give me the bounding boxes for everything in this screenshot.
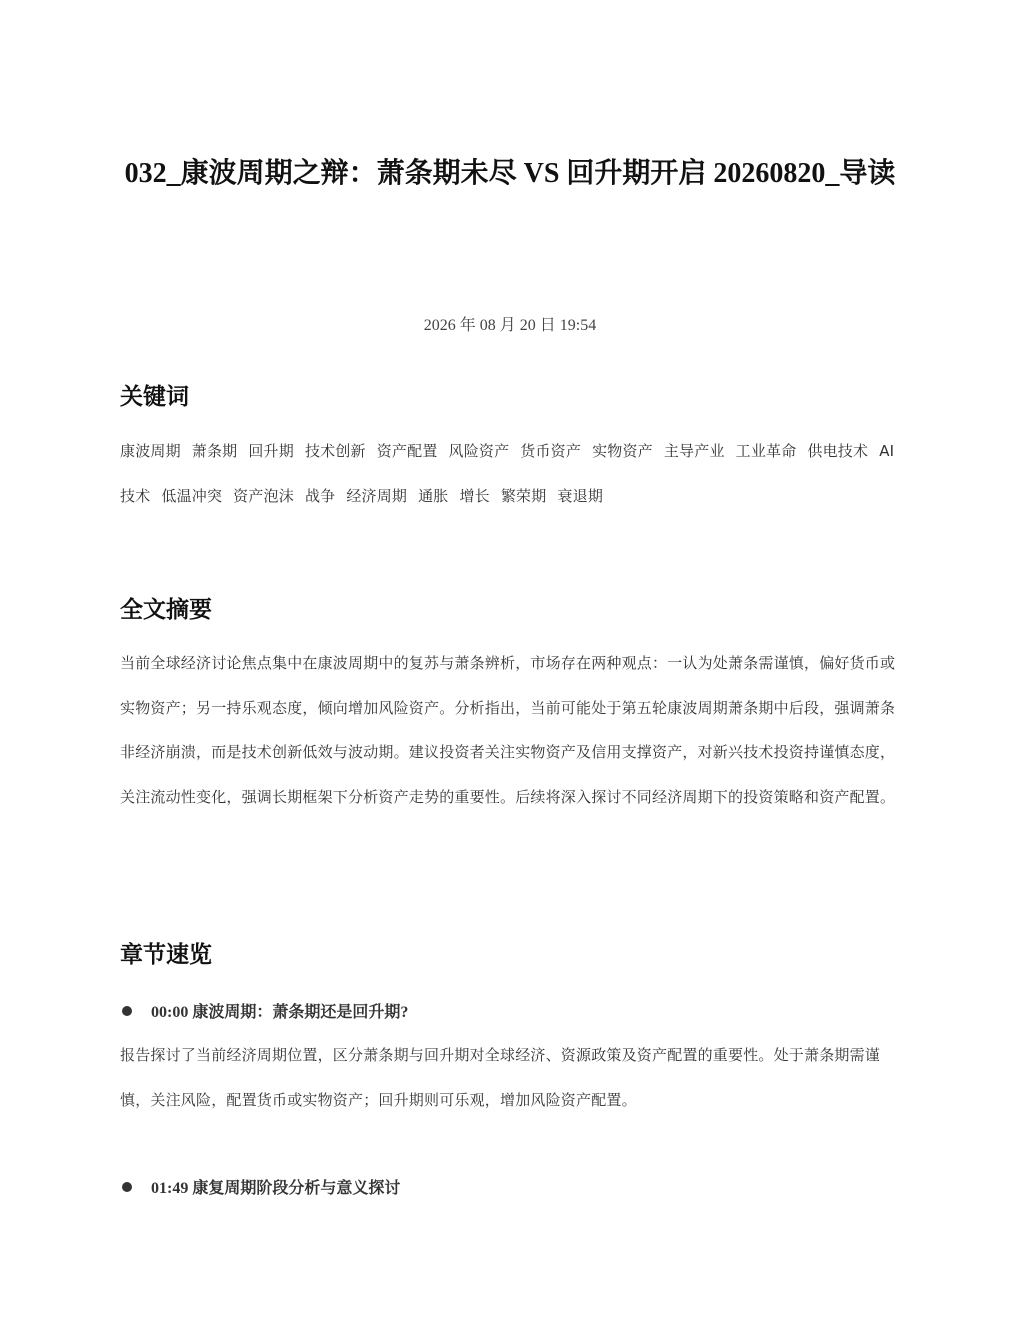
- keyword: AI 技术: [120, 442, 895, 505]
- keyword: 通胀: [418, 486, 449, 505]
- keyword: 战争: [304, 486, 336, 505]
- keyword: 低温冲突: [161, 486, 223, 505]
- bullet-icon: [122, 1006, 132, 1016]
- keyword: 萧条期: [191, 442, 238, 460]
- chapter-title: 01:49 康复周期阶段分析与意义探讨: [151, 1180, 401, 1197]
- keyword: 风险资产: [448, 442, 510, 460]
- summary-heading: 全文摘要: [120, 597, 212, 623]
- keyword: 回升期: [248, 442, 294, 460]
- chapter-summary: 报告探讨了当前经济周期位置，区分萧条期与回升期对全球经济、资源政策及资产配置的重要性。处于萧条期需谨慎，关注风险，配置货币或实物资产；回升期则可乐观，增加风险资产配置。: [120, 1046, 881, 1109]
- keyword: 主导产业: [663, 442, 725, 460]
- keywords-heading: 关键词: [120, 384, 189, 410]
- keyword: 资产配置: [376, 442, 438, 460]
- keywords-list: [120, 429, 910, 518]
- keyword: 实物资产: [592, 442, 653, 460]
- bullet-icon: [122, 1182, 132, 1192]
- keyword: 衰退期: [557, 486, 604, 505]
- keyword: 工业革命: [735, 442, 797, 460]
- keyword: 繁荣期: [500, 486, 547, 505]
- chapter-item: [120, 1175, 400, 1198]
- chapters-heading: 章节速览: [120, 942, 212, 968]
- keyword: 技术创新: [304, 442, 366, 460]
- keyword: 资产泡沫: [233, 486, 294, 505]
- summary-paragraph: 当前全球经济讨论焦点集中在康波周期中的复苏与萧条辨析，市场存在两种观点：一认为处萧条需谨慎，偏好货币或实物资产；另一持乐观态度，倾向增加风险资产。分析指出，当前可能处于第五轮康波周期萧条期中后段，强调萧条非经济崩溃，而是技术创新低效与波动期。建议投资者关注实物资产及信用支撑资产，对新兴技术投资持谨慎态度，关注流动性变化，强调长期框架下分析资产走势的重要性。后续将深入探讨不同经济周期下的投资策略和资产配置。: [120, 654, 896, 806]
- keyword: 货币资产: [520, 442, 582, 460]
- document-date: 2026 年 08 月 20 日 19:54: [423, 317, 597, 334]
- keyword: 增长: [459, 486, 490, 505]
- keyword: 康波周期: [120, 442, 181, 460]
- keyword: 经济周期: [346, 486, 408, 505]
- keyword: 供电技术: [807, 442, 869, 460]
- chapter-title: 00:00 康波周期：萧条期还是回升期?: [151, 1004, 409, 1021]
- document-title: 032_康波周期之辩：萧条期未尽 VS 回升期开启 20260820_导读: [124, 158, 896, 189]
- chapter-item: [120, 999, 408, 1022]
